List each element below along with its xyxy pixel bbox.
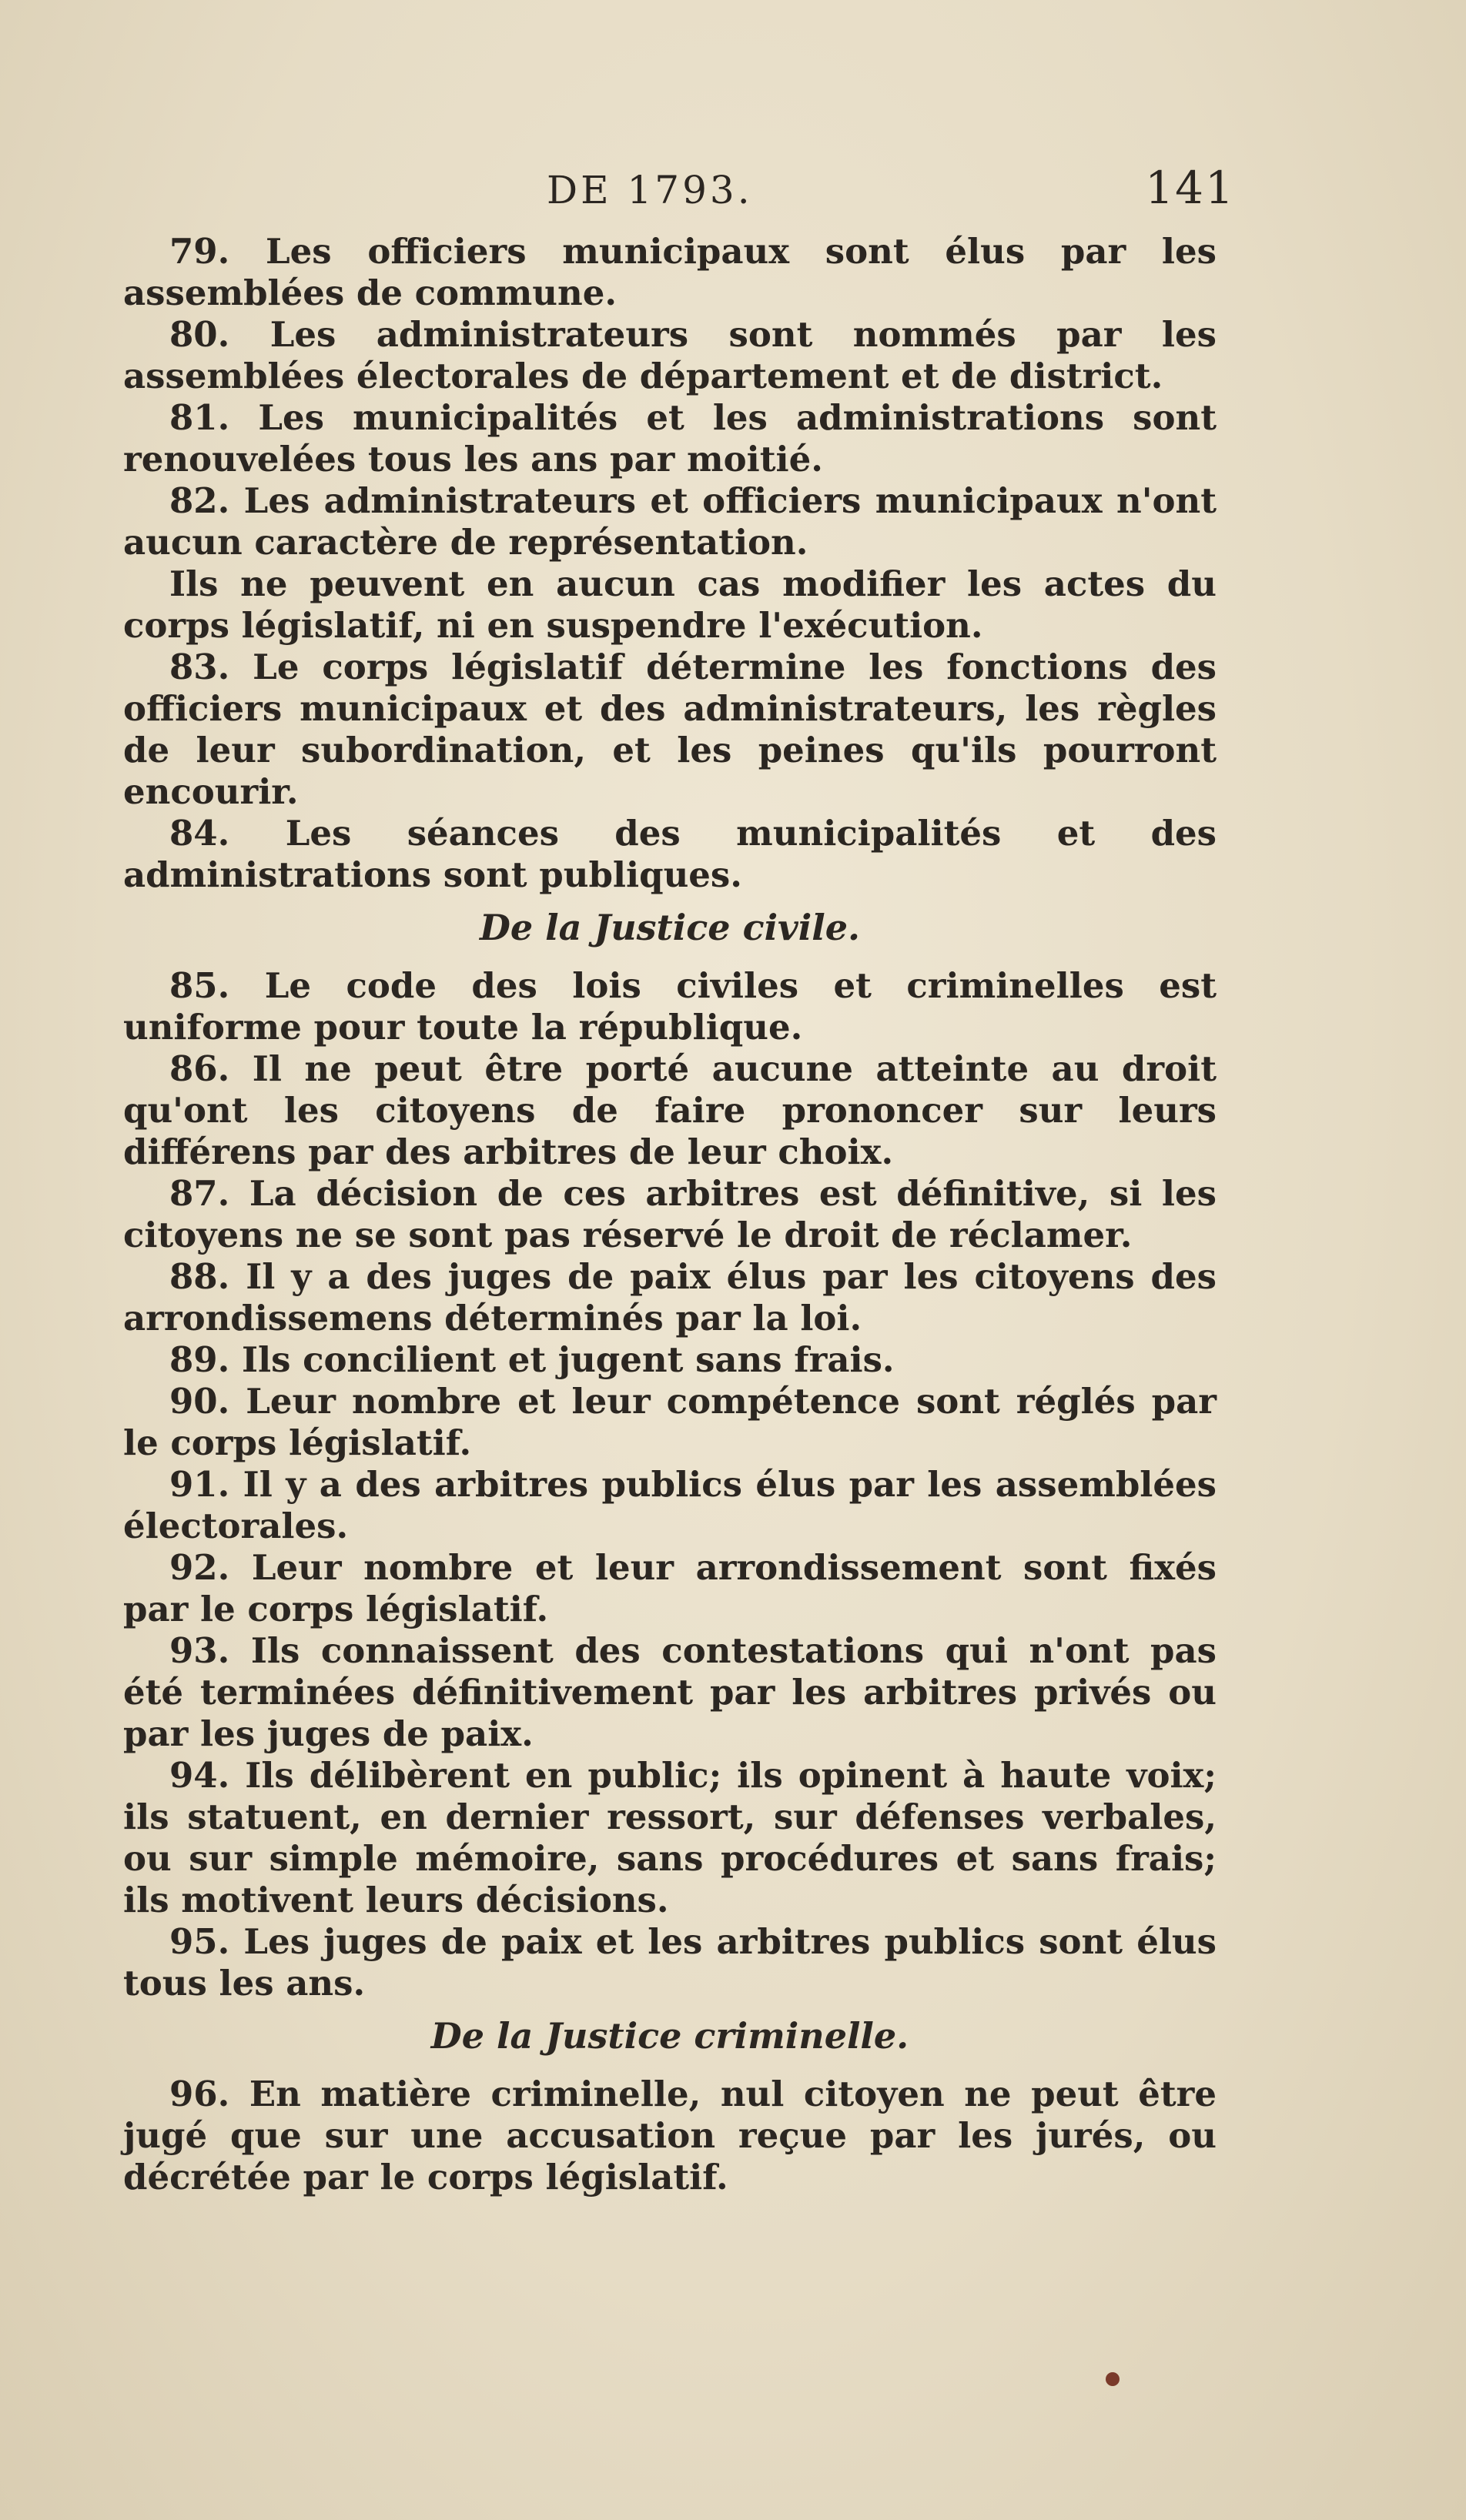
running-head: DE 1793. xyxy=(547,168,753,212)
article-91: 91. Il y a des arbitres publics élus par les assemblées électorales. xyxy=(123,1464,1217,1546)
article-93: 93. Ils connaissent des contestations qui n'ont pas été terminées définitivement par les arbitres privés ou par les juges de paix. xyxy=(123,1630,1217,1754)
article-84: 84. Les séances des municipalités et des administrations sont publiques. xyxy=(123,813,1217,895)
article-92: 92. Leur nombre et leur arrondissement sont fixés par le corps législatif. xyxy=(123,1547,1217,1629)
article-94: 94. Ils délibèrent en public; ils opinent à haute voix; ils statuent, en dernier ressort, sur défenses verbales, ou sur simple mémoire, sans procédures et sans frais; ils motivent leurs décisions. xyxy=(123,1755,1217,1920)
ink-spot xyxy=(1106,2372,1120,2386)
article-95: 95. Les juges de paix et les arbitres publics sont élus tous les ans. xyxy=(123,1921,1217,2004)
section-title-criminelle: De la Justice criminelle. xyxy=(430,2015,909,2057)
article-82-continued: Ils ne peuvent en aucun cas modifier les actes du corps législatif, ni en suspendre l'exécution. xyxy=(123,563,1217,646)
article-86: 86. Il ne peut être porté aucune atteinte au droit qu'ont les citoyens de faire prononcer sur leurs différens par des arbitres de leur choix. xyxy=(123,1048,1217,1172)
article-80: 80. Les administrateurs sont nommés par les assemblées électorales de département et de district. xyxy=(123,314,1217,396)
article-79: 79. Les officiers municipaux sont élus par les assemblées de commune. xyxy=(123,231,1217,313)
article-96: 96. En matière criminelle, nul citoyen ne peut être jugé que sur une accusation reçue par les jurés, ou décrétée par le corps législatif. xyxy=(123,2074,1217,2197)
article-81: 81. Les municipalités et les administrations sont renouvelées tous les ans par moitié. xyxy=(123,397,1217,480)
article-83: 83. Le corps législatif détermine les fonctions des officiers municipaux et des administrateurs, les règles de leur subordination, et les peines qu'ils pourront encourir. xyxy=(123,647,1217,812)
page-header xyxy=(123,159,1235,220)
article-82: 82. Les administrateurs et officiers municipaux n'ont aucun caractère de représentation. xyxy=(123,480,1217,563)
body-text xyxy=(123,231,1217,2198)
page-number: 141 xyxy=(1145,162,1235,214)
article-90: 90. Leur nombre et leur compétence sont réglés par le corps législatif. xyxy=(123,1381,1217,1463)
article-87: 87. La décision de ces arbitres est définitive, si les citoyens ne se sont pas réservé le droit de réclamer. xyxy=(123,1173,1217,1255)
section-title-civile: De la Justice civile. xyxy=(479,907,861,948)
article-88: 88. Il y a des juges de paix élus par les citoyens des arrondissemens déterminés par la loi. xyxy=(123,1256,1217,1339)
article-89: 89. Ils concilient et jugent sans frais. xyxy=(169,1339,895,1380)
article-85: 85. Le code des lois civiles et criminelles est uniforme pour toute la république. xyxy=(123,965,1217,1048)
